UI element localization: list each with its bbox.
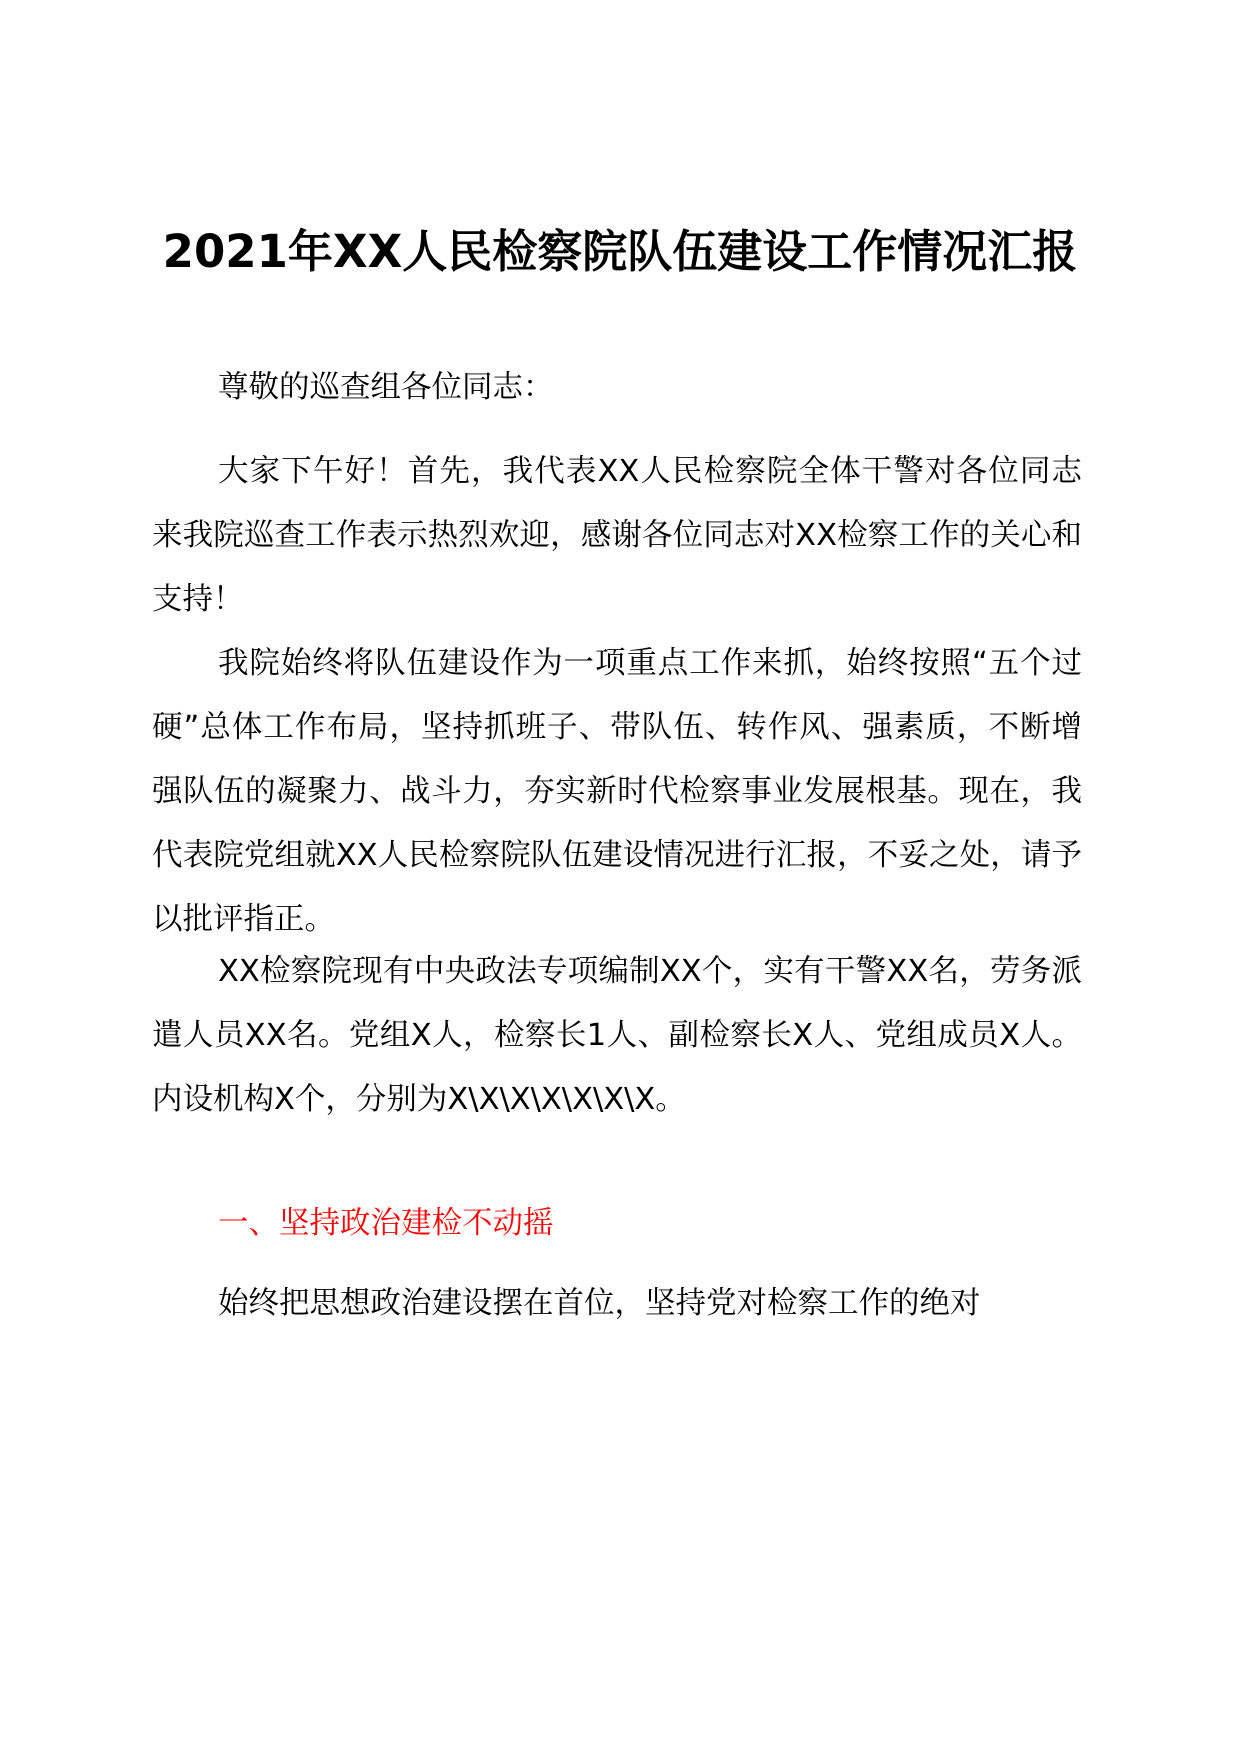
salutation: 尊敬的巡查组各位同志： (218, 370, 554, 405)
section-paragraph: 始终把思想政治建设摆在首位，坚持党对检察工作的绝对 (218, 1286, 981, 1321)
paragraph-team-building: 我院始终将队伍建设作为一项重点工作来抓，始终按照“五个过硬”总体工作布局，坚持抓班子、带队伍、转作风、强素质，不断增强队伍的凝聚力、战斗力，夯实新时代检察事业发展根基。现在，我代表院党组就XX人民检察院队伍建设情况进行汇报，不妥之处，请予以批评指正。 (152, 646, 1082, 937)
document-title: 2021年XX人民检察院队伍建设工作情况汇报 (162, 225, 1078, 278)
section-heading: 一、坚持政治建检不动摇 (218, 1206, 554, 1241)
paragraph-welcome: 大家下午好！首先，我代表XX人民检察院全体干警对各位同志来我院巡查工作表示热烈欢迎，感谢各位同志对XX检察工作的关心和支持！ (152, 454, 1082, 617)
paragraph-staffing: XX检察院现有中央政法专项编制XX个，实有干警XX名，劳务派遣人员XX名。党组X人，检察长1人、副检察长X人、党组成员X人。内设机构X个，分别为X\X\X\X\X\X\X。 (152, 954, 1082, 1117)
